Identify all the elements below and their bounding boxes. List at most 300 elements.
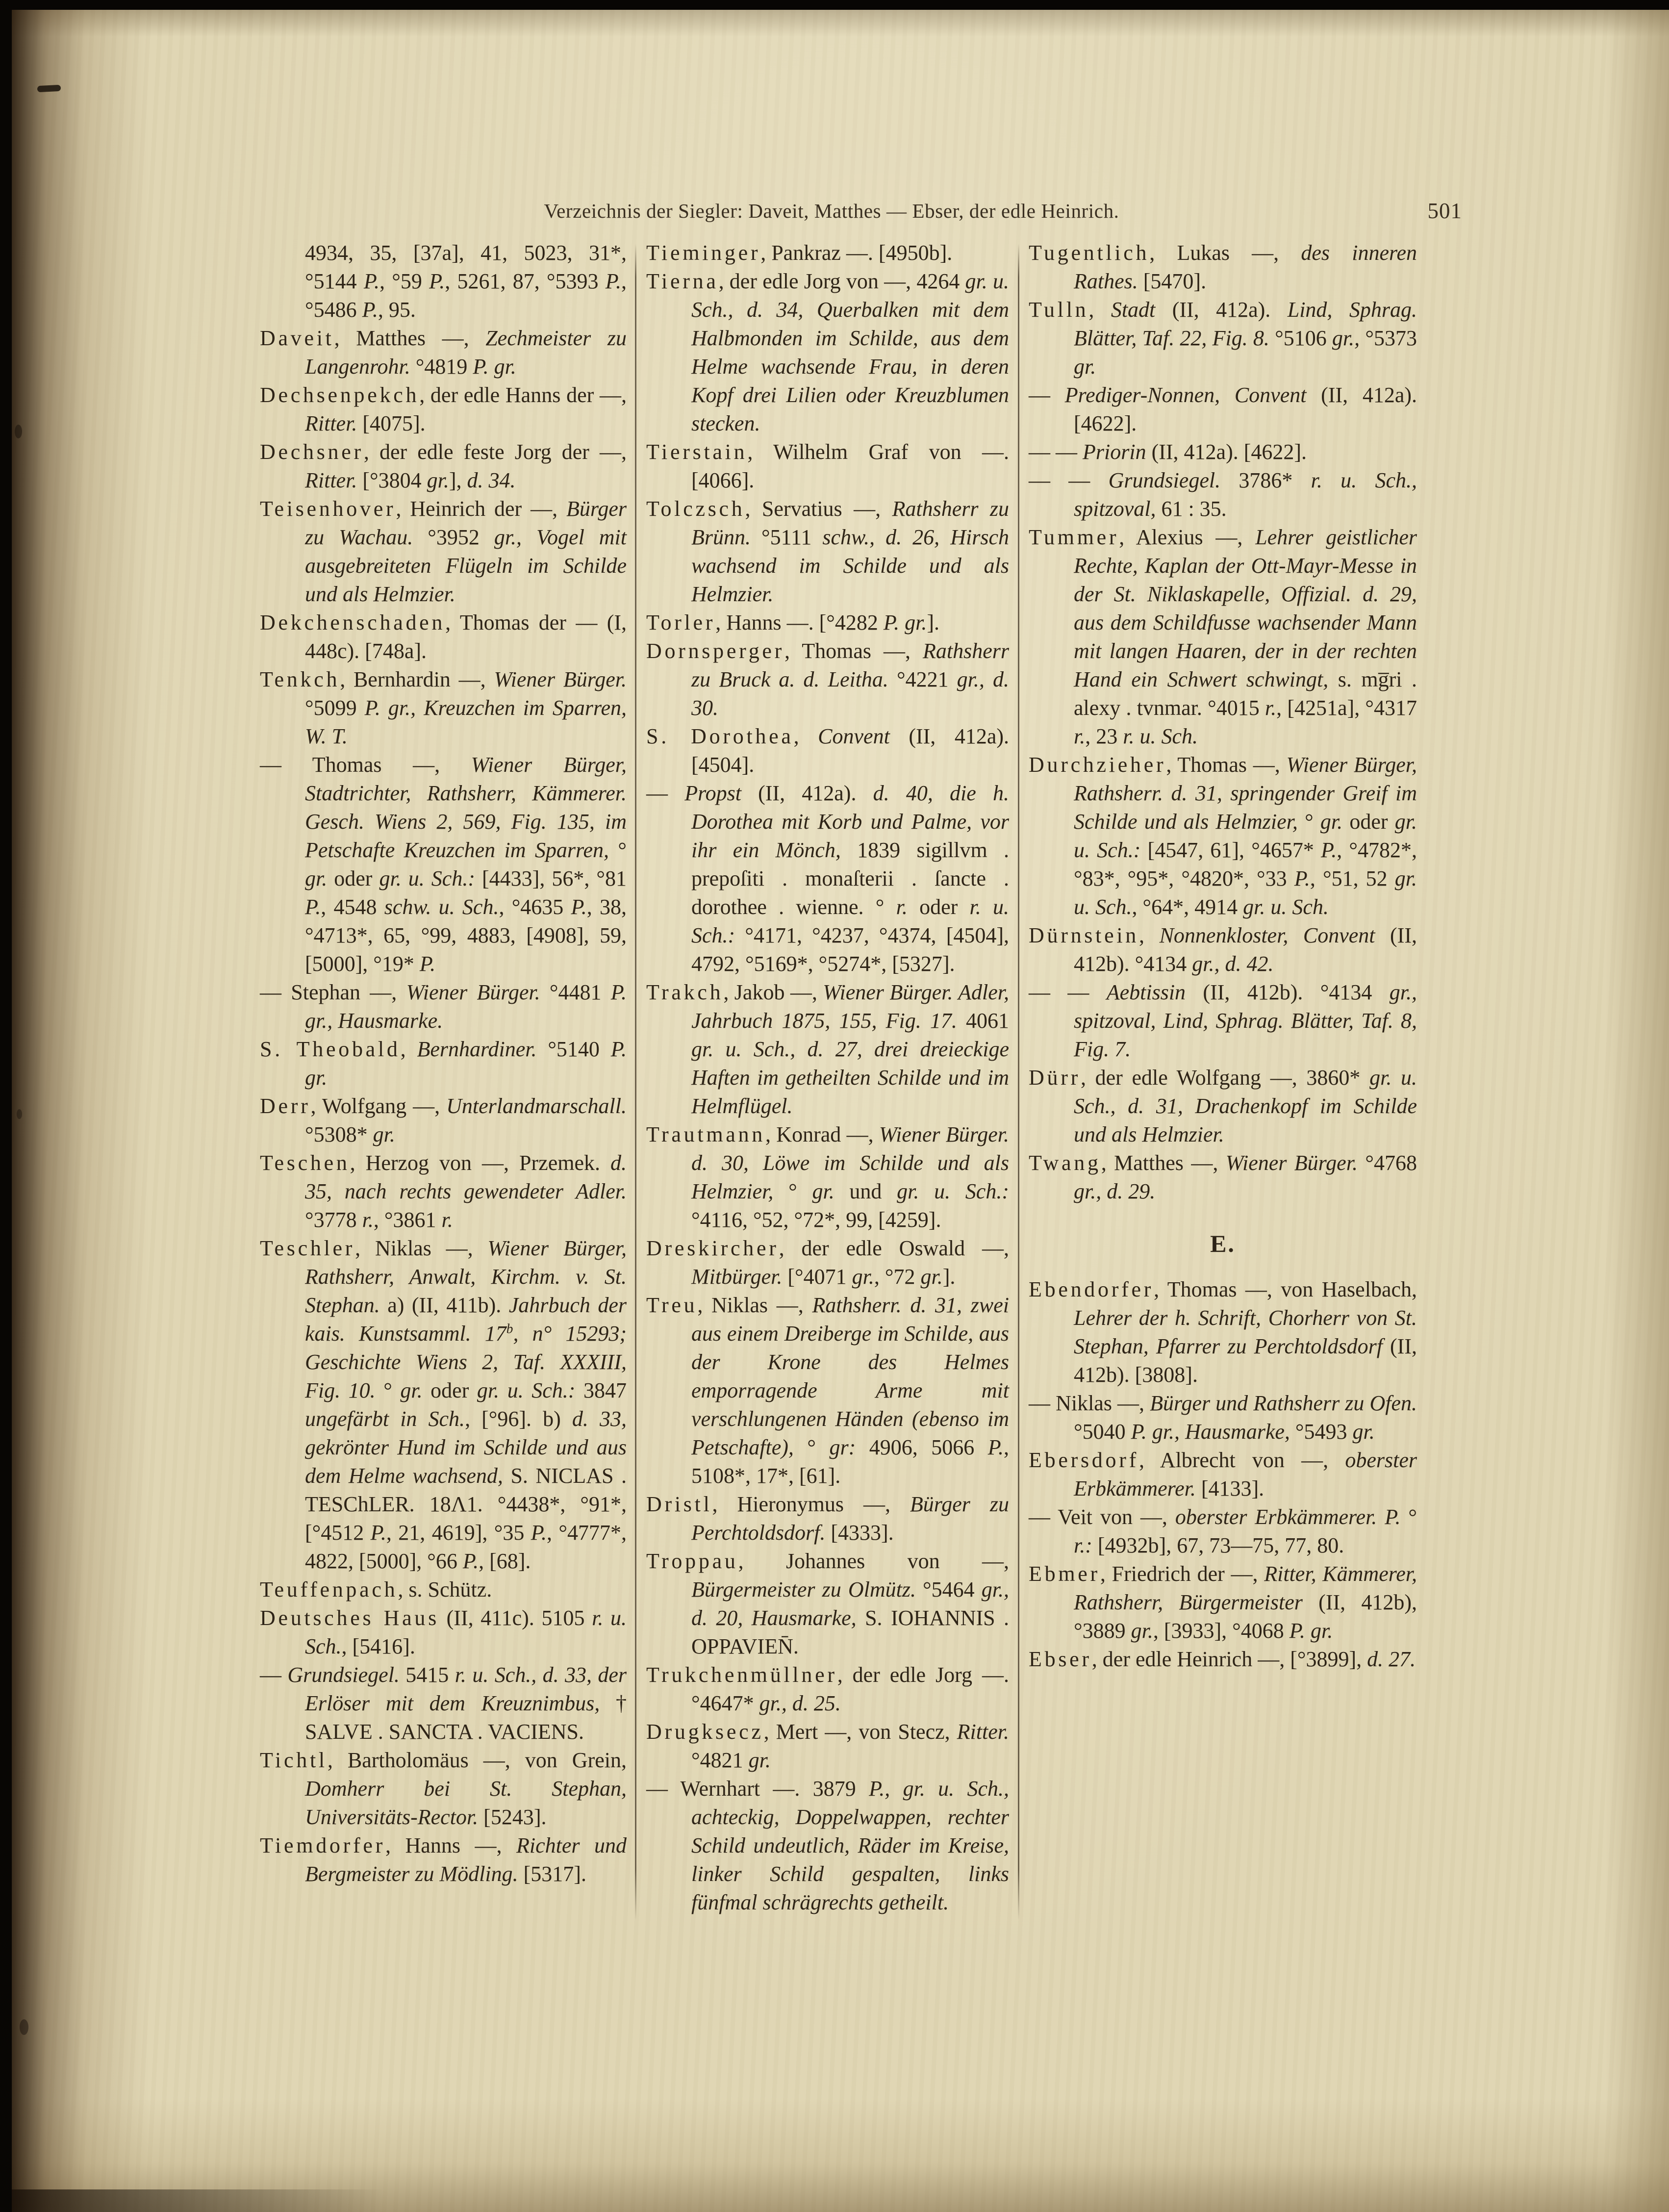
entry-text: , s. Schütz.	[398, 1577, 492, 1602]
index-entry	[1029, 296, 1417, 381]
entry-text: S. IOHANNIS . OPPAVIEN̄.	[691, 1606, 1010, 1658]
index-entry	[260, 1746, 627, 1831]
entry-text: gr.	[427, 468, 449, 492]
entry-text: ].	[927, 610, 939, 635]
entry-text: °4821	[691, 1748, 749, 1772]
index-entry	[646, 438, 1009, 495]
entry-text: 4061	[957, 1009, 1009, 1033]
entry-headword: Teuffenpach	[260, 1577, 398, 1602]
entry-text: °	[609, 838, 627, 862]
entry-text: d. 34.	[467, 468, 516, 492]
entry-text: r.	[896, 895, 908, 919]
entry-text: , °4782*, °83*, °95*, °4820*, °33	[1074, 838, 1417, 890]
entry-text: Rathsherr zu Brünn.	[691, 497, 1009, 549]
entry-headword: Dornsperger	[646, 639, 785, 663]
entry-text: — —	[1029, 468, 1109, 492]
entry-text: 4906, 5066	[856, 1435, 988, 1459]
entry-text: r. u. Sch.:	[691, 895, 1010, 947]
index-entry	[646, 267, 1009, 438]
entry-headword: Tierna	[646, 269, 719, 293]
entry-text: gr.	[373, 1122, 395, 1146]
entry-text: , Lukas —,	[1149, 241, 1301, 265]
entry-text: 4934, 35, [37a], 41, 5023, 31*, °5144	[305, 241, 627, 293]
entry-text: P. gr., Hausmarke,	[1131, 1420, 1290, 1444]
entry-text: (II, 412a).	[1155, 298, 1288, 322]
index-entry	[260, 1149, 627, 1234]
entry-text: oder	[422, 1378, 477, 1402]
entry-text: Lehrer geistlicher Rechte, Kaplan der Ott-Mayr-Messe in der St. Niklaskapelle, Offizial. d. 29, aus dem Schildfusse wachsender Mann mit langen Haaren, der in der rechten Hand ein Schwert schwingt,	[1074, 525, 1417, 691]
entry-headword: Drugksecz	[646, 1720, 764, 1744]
entry-text: Lehrer der h. Schrift, Chorherr von St. Stephan, Pfarrer zu Perchtoldsdorf	[1074, 1306, 1417, 1358]
entry-text: , 21, 4619], °35	[386, 1521, 531, 1545]
entry-text: °4819	[410, 355, 473, 379]
entry-text: , Niklas —,	[355, 1236, 488, 1260]
entry-text: Stadt	[1111, 298, 1156, 322]
entry-text: schw. u. Sch.	[384, 895, 499, 919]
entry-text: Prediger-Nonnen, Convent	[1064, 383, 1307, 407]
index-entry	[646, 239, 1009, 267]
entry-text: , °59	[379, 269, 430, 293]
entry-text: gr.	[1352, 1420, 1375, 1444]
entry-text: d. 40, die h. Dorothea mit Korb und Palme, vor ihr ein Mönch,	[691, 781, 1009, 862]
entry-text: [5470].	[1138, 269, 1207, 293]
index-entry	[260, 1035, 627, 1092]
entry-text: gr. u. Sch., d. 27, drei dreieckige Haften im getheilten Schilde und im Helmflügel.	[691, 1037, 1009, 1118]
entry-text: [5317].	[518, 1862, 586, 1886]
entry-headword: Treu	[646, 1293, 698, 1317]
entry-text: gr.	[812, 1179, 834, 1203]
entry-text: Wiener Bürger, Rathsherr. d. 31, springender Greif im Schilde und als Helmzier,	[1074, 753, 1417, 834]
entry-text: P.	[571, 895, 587, 919]
entry-text: Bürgermeister zu Olmütz.	[691, 1577, 916, 1602]
entry-text: 61 : 35.	[1156, 497, 1227, 521]
entry-text: gr.	[852, 1265, 874, 1289]
entry-text: °5373	[1360, 326, 1417, 350]
entry-headword: Dechsenpekch	[260, 383, 420, 407]
entry-text: [°4071	[782, 1265, 852, 1289]
index-entry	[646, 1775, 1009, 1917]
entry-text: ,	[1139, 923, 1160, 947]
index-entry	[646, 722, 1009, 779]
entry-text: gr.	[1074, 355, 1096, 379]
entry-text: Nonnenkloster, Convent	[1159, 923, 1375, 947]
entry-text: Bürger zu Wachau.	[305, 497, 627, 549]
entry-text: , der edle Jorg von —, 4264	[718, 269, 965, 293]
entry-text: °4768	[1357, 1151, 1417, 1175]
entry-text: Bürger und Rathsherr zu Ofen.	[1150, 1391, 1417, 1415]
entry-text: , [4251a], °4317	[1276, 696, 1417, 720]
entry-text: 5415	[399, 1663, 455, 1687]
index-entry	[260, 381, 627, 438]
entry-text: gr., d. 42.	[1192, 952, 1274, 976]
entry-text: , der edle Wolfgang —, 3860*	[1080, 1066, 1370, 1090]
entry-text: (II, 411c). 5105	[439, 1606, 592, 1630]
entry-text: [5243].	[478, 1805, 547, 1829]
entry-text: P.	[362, 298, 378, 322]
entry-text: °5111	[751, 525, 823, 549]
index-entry	[1029, 921, 1417, 978]
entry-text: r. u. Sch.	[305, 1606, 627, 1658]
entry-text: ,	[400, 1037, 417, 1061]
entry-text: Propst	[684, 781, 741, 805]
entry-text: Wiener Bürger. d. 30, Löwe im Schilde und als Helmzier,	[691, 1122, 1009, 1203]
entry-text: , Herzog von —, Przemek.	[350, 1151, 610, 1175]
entry-text: — —	[1029, 440, 1083, 464]
entry-text: r.:	[1074, 1533, 1092, 1557]
entry-text: , °64*, 4914	[1132, 895, 1243, 919]
entry-text: (II, 412b). °4134	[1074, 923, 1417, 976]
entry-text: °5099	[305, 696, 365, 720]
entry-headword: Tulln	[1029, 298, 1089, 322]
entry-text: gr. u. Sch., d. 31, Drachenkopf im Schilde und als Helmzier.	[1074, 1066, 1417, 1146]
entry-headword: Derr	[260, 1094, 311, 1118]
entry-text: gr.	[748, 1748, 771, 1772]
index-entry	[646, 495, 1009, 609]
entry-text: [4932b], 67, 73—75, 77, 80.	[1092, 1533, 1344, 1557]
entry-text: gr., d. 30.	[691, 667, 1009, 720]
index-entry	[1029, 1503, 1417, 1560]
entry-text: °	[375, 1378, 401, 1402]
index-entry	[646, 609, 1009, 637]
entry-text: , Wolfgang —,	[310, 1094, 447, 1118]
index-entry	[260, 324, 627, 381]
entry-text: Mitbürger.	[691, 1265, 783, 1289]
entry-headword: S. Theobald	[260, 1037, 401, 1061]
entry-headword: Deutsches Haus	[260, 1606, 439, 1630]
entry-text: a) (II, 411b).	[379, 1293, 509, 1317]
entry-text: oberster Erbkämmerer. P.	[1175, 1505, 1401, 1529]
index-entry	[1029, 1275, 1417, 1389]
entry-text: , Thomas —,	[784, 639, 923, 663]
entry-headword: Trakch	[646, 980, 724, 1004]
entry-text: Lind, Sphrag. Blätter, Taf. 22, Fig. 8.	[1074, 298, 1417, 350]
entry-text: P.	[462, 1549, 479, 1573]
entry-text: , Hieronymus —,	[712, 1492, 910, 1516]
entry-text: , 95.	[378, 298, 416, 322]
entry-text: , [°96]. b)	[465, 1407, 572, 1431]
entry-text: Ritter.	[305, 411, 357, 435]
entry-text: P. gr.	[1289, 1619, 1333, 1643]
entry-text: gr. u. Sch., d. 34, Querbalken mit dem Halbmonden im Schilde, aus dem Helme wachsende Frau, in deren Kopf drei Lilien oder Kreuzblumen stecken.	[691, 269, 1009, 435]
entry-text: , Thomas der — (I, 448c). [748a].	[305, 610, 627, 663]
entry-text: °5040	[1074, 1420, 1131, 1444]
index-entry	[260, 978, 627, 1035]
entry-text: °4171, °4237, °4374, [4504], 4792, °5169*, °5274*, [5327].	[691, 923, 1009, 976]
entry-text: °5140	[536, 1037, 611, 1061]
entry-text: 3786*	[1220, 468, 1311, 492]
entry-text: P. gr., Kreuzchen im Sparren, W. T.	[305, 696, 627, 748]
index-entry	[260, 1092, 627, 1149]
entry-text: Unterlandmarschall.	[446, 1094, 627, 1118]
entry-text: gr., d. 20, Hausmarke,	[691, 1577, 1009, 1630]
entry-text: r. u. Sch.	[1123, 724, 1198, 748]
index-entry	[260, 609, 627, 665]
page-number: 501	[1427, 199, 1462, 223]
entry-headword: Dekchenschaden	[260, 610, 446, 635]
entry-text: ungefärbt in Sch.	[305, 1407, 465, 1431]
entry-text: P. gr.	[883, 610, 927, 635]
entry-text: Richter und Bergmeister zu Mödling.	[305, 1833, 627, 1886]
entry-text: gr.	[920, 1265, 943, 1289]
entry-text: gr., d. 29.	[1074, 1179, 1156, 1203]
section-heading: E.	[1210, 1230, 1236, 1257]
entry-headword: Tiemdorfer	[260, 1833, 385, 1857]
entry-text: Bernhardiner.	[417, 1037, 537, 1061]
entry-headword: Dürnstein	[1029, 923, 1139, 947]
entry-text: ].	[942, 1265, 956, 1289]
entry-text: P. gr., Hausmarke.	[305, 980, 627, 1033]
entry-text: , Matthes —,	[1101, 1151, 1226, 1175]
index-column-1	[260, 239, 627, 1888]
entry-text: r. u. Sch., spitzoval,	[1074, 468, 1417, 521]
entry-text: (II, 412a). [4622].	[1074, 383, 1417, 435]
column-divider-2	[1018, 244, 1019, 1920]
entry-text: schw., d. 26, Hirsch wachsend im Schilde und als Helmzier.	[691, 525, 1009, 606]
entry-text: P.	[363, 269, 380, 293]
index-entry	[260, 1831, 627, 1888]
entry-text: , °72	[874, 1265, 921, 1289]
entry-text: Priorin	[1083, 440, 1146, 464]
entry-text: d. 35, nach rechts gewendeter Adler.	[305, 1151, 627, 1203]
entry-text: , 4548	[321, 895, 384, 919]
entry-text: gr.,	[1332, 326, 1360, 350]
index-entry	[260, 1604, 627, 1661]
entry-text: °3778	[305, 1208, 362, 1232]
entry-text: Ritter.	[305, 468, 357, 492]
entry-text: °4116, °52, °72*, 99, [4259].	[691, 1208, 941, 1232]
index-entry	[646, 1291, 1009, 1490]
entry-text: P.	[531, 1521, 547, 1545]
entry-text: , Pankraz —. [4950b].	[760, 241, 953, 265]
index-entry	[260, 1234, 627, 1576]
entry-text: Wiener Bürger, Rathsherr, Anwalt, Kirchm. v. St. Stephan.	[305, 1236, 627, 1317]
index-column-3	[1029, 239, 1417, 1674]
index-entry	[646, 637, 1009, 722]
entry-text: , 23	[1085, 724, 1123, 748]
entry-headword: Tierstain	[646, 440, 748, 464]
entry-text: oder	[1342, 810, 1395, 834]
entry-text: r.	[441, 1208, 453, 1232]
entry-text: gr.	[1320, 810, 1343, 834]
index-entry	[646, 1547, 1009, 1661]
entry-headword: Trautmann	[646, 1122, 765, 1146]
entry-text: P.	[987, 1435, 1004, 1459]
entry-headword: Tieminger	[646, 241, 761, 265]
entry-text: °4481	[540, 980, 611, 1004]
index-entry	[260, 438, 627, 495]
entry-text: und	[834, 1179, 897, 1203]
index-entry	[1029, 381, 1417, 438]
entry-text: (II, 412a).	[741, 781, 873, 805]
entry-text: (II, 412a). [4504].	[691, 724, 1010, 777]
entry-text: Wiener Bürger. Adler, Jahrbuch 1875, 155, Fig. 17.	[691, 980, 1009, 1033]
entry-text: , Hanns —,	[385, 1833, 516, 1857]
entry-headword: Teschler	[260, 1236, 355, 1260]
entry-text: ,	[1088, 298, 1111, 322]
entry-text: ],	[449, 468, 467, 492]
entry-headword: Teisenhover	[260, 497, 396, 521]
entry-headword: Ebser	[1029, 1647, 1092, 1671]
entry-text: , Konrad —,	[765, 1122, 879, 1146]
entry-text: , [3933], °4068	[1153, 1619, 1290, 1643]
entry-text: , der edle Jorg —. °4647*	[691, 1663, 1009, 1715]
entry-text: ,	[793, 724, 818, 748]
entry-text: Domherr bei St. Stephan, Universitäts-Rector.	[305, 1777, 627, 1829]
entry-text: , °5486	[305, 269, 627, 322]
entry-text: — Veit von —,	[1029, 1505, 1175, 1529]
index-entry	[260, 1661, 627, 1746]
index-entry	[646, 978, 1009, 1120]
entry-text: r.	[1074, 724, 1086, 748]
entry-headword: Durchzieher	[1029, 753, 1166, 777]
entry-text: gr., Vogel mit ausgebreiteten Flügeln im Schilde und als Helmzier.	[305, 525, 627, 606]
entry-text: gr. u. Sch.:	[379, 866, 475, 890]
entry-text: P.	[370, 1521, 386, 1545]
entry-text: °5493	[1290, 1420, 1353, 1444]
entry-text: °5308*	[305, 1122, 373, 1146]
entry-text: Rathsherr zu Bruck a. d. Leitha.	[691, 639, 1009, 691]
ink-smudge	[15, 425, 22, 438]
entry-text: Grundsiegel.	[1108, 468, 1221, 492]
entry-headword: Tugentlich	[1029, 241, 1150, 265]
entry-text: — Stephan —,	[260, 980, 406, 1004]
ink-smudge	[20, 2019, 28, 2035]
index-entry	[1029, 466, 1417, 523]
column-divider-1	[635, 244, 636, 1920]
entry-text: oder	[907, 895, 970, 919]
entry-text: oder	[327, 866, 379, 890]
entry-text: gr. u. Sch.	[1243, 895, 1329, 919]
entry-text: °5106	[1269, 326, 1332, 350]
index-entry	[260, 751, 627, 978]
entry-text: , Jakob —,	[723, 980, 823, 1004]
index-entry	[260, 495, 627, 609]
entry-text: , °4777*, 4822, [5000], °66	[305, 1521, 627, 1573]
entry-text: d. 27.	[1367, 1647, 1416, 1671]
entry-text: Ritter, Kämmerer, Rathsherr, Bürgermeister	[1074, 1562, 1417, 1614]
entry-text: Wiener Bürger.	[1225, 1151, 1358, 1175]
entry-text: , Friedrich der —,	[1100, 1562, 1264, 1586]
index-entry	[646, 1718, 1009, 1775]
entry-text: — Thomas —,	[260, 753, 471, 777]
entry-text: °	[1297, 810, 1320, 834]
entry-text: Wiener Bürger, Stadtrichter, Rathsherr, Kämmerer. Gesch. Wiens 2, 569, Fig. 135, im Petschafte Kreuzchen im Sparren,	[305, 753, 627, 862]
index-entry	[646, 779, 1009, 978]
entry-text: , Matthes —,	[334, 326, 486, 350]
entry-headword: Troppau	[646, 1549, 738, 1573]
entry-text: s. mg̅ri . alexy . tvnmar. °4015	[1074, 667, 1417, 720]
index-entry	[1029, 1149, 1417, 1206]
index-entry	[1029, 1560, 1417, 1645]
entry-text: °	[773, 1179, 812, 1203]
index-entry	[1029, 751, 1417, 921]
entry-text: [4547, 61], °4657*	[1140, 838, 1321, 862]
index-entry	[1029, 1064, 1417, 1149]
entry-text: r. u. Sch., d. 33, der Erlöser mit dem Kreuznimbus,	[305, 1663, 627, 1715]
entry-text: , n° 15293; Geschichte Wiens 2, Taf. XXXIII, Fig. 10.	[305, 1322, 627, 1402]
entry-text: , Thomas —, von Haselbach,	[1154, 1277, 1417, 1301]
entry-text: Jahrbuch der kais. Kunstsamml. 17	[305, 1293, 627, 1346]
entry-headword: Dristl	[646, 1492, 712, 1516]
entry-text: — Niklas —,	[1029, 1391, 1150, 1415]
entry-headword: Ebmer	[1029, 1562, 1100, 1586]
running-head: Verzeichnis der Siegler: Daveit, Matthes — Ebser, der edle Heinrich.	[544, 200, 1119, 222]
entry-text: , Heinrich der —,	[396, 497, 566, 521]
entry-text: , 5108*, 17*, [61].	[691, 1435, 1009, 1488]
entry-headword: Twang	[1029, 1151, 1101, 1175]
entry-text: Zechmeister zu Langenrohr.	[305, 326, 627, 379]
entry-text: , Johannes von —,	[738, 1549, 1009, 1573]
entry-text: 3847	[575, 1378, 627, 1402]
entry-text: oberster Erbkämmerer.	[1074, 1448, 1417, 1500]
entry-text: , Servatius —,	[745, 497, 892, 521]
entry-headword: Tummer	[1029, 525, 1119, 549]
entry-headword: S. Dorothea	[646, 724, 794, 748]
entry-text: Convent	[818, 724, 890, 748]
entry-text: des inneren Rathes.	[1074, 241, 1417, 293]
entry-text: 1839 sigillvm . prepoſiti . monaſterii . ſancte . dorothee . wienne. °	[691, 838, 1009, 919]
entry-text: , °51, 52	[1310, 866, 1395, 890]
entry-text: , Wilhelm Graf von —. [4066].	[691, 440, 1009, 492]
entry-text: , Thomas —,	[1166, 753, 1287, 777]
entry-text: [4433], 56*, °81	[475, 866, 627, 890]
page-header	[260, 199, 1462, 229]
entry-text: — Wernhart —. 3879	[646, 1777, 869, 1801]
entry-text: r.	[362, 1208, 374, 1232]
index-entry	[1029, 1645, 1417, 1674]
entry-text: gr. u. Sch.:	[897, 1179, 1009, 1203]
entry-text: [4133].	[1195, 1476, 1264, 1500]
index-entry	[1029, 239, 1417, 296]
entry-text: , [68].	[479, 1549, 531, 1573]
entry-text: [4075].	[357, 411, 426, 435]
index-entry	[260, 1576, 627, 1604]
ink-smudge	[17, 1109, 22, 1119]
entry-text: , °3861	[373, 1208, 442, 1232]
entry-headword: Dürr	[1029, 1066, 1081, 1090]
index-entry	[1029, 1446, 1417, 1503]
entry-text: gr.	[1131, 1619, 1153, 1643]
binding-shadow	[12, 2189, 384, 2212]
entry-text: gr.	[400, 1378, 423, 1402]
entry-text: , Bartholomäus —, von Grein,	[327, 1748, 627, 1772]
entry-text: Bürger zu Perchtoldsdorf.	[691, 1492, 1009, 1545]
entry-text: d. 33, gekrönter Hund im Schilde und aus dem Helme wachsend,	[305, 1407, 627, 1488]
entry-headword: Tichtl	[260, 1748, 328, 1772]
entry-text: [4333].	[825, 1521, 894, 1545]
entry-text: P.	[605, 269, 621, 293]
entry-text: , der edle Hanns der —,	[419, 383, 627, 407]
index-entry	[1029, 978, 1417, 1064]
entry-text: , Bernhardin —,	[340, 667, 494, 691]
entry-text: r.	[1264, 696, 1277, 720]
entry-text: [°3804	[357, 468, 427, 492]
index-entry	[646, 1490, 1009, 1547]
entry-text: °3952	[413, 525, 494, 549]
entry-text: P. gr.	[305, 1037, 627, 1090]
entry-text: , der edle feste Jorg der —,	[363, 440, 627, 464]
entry-text: —	[1029, 383, 1065, 407]
entry-text: Aebtissin	[1106, 980, 1186, 1004]
entry-text: P. gr.	[473, 355, 516, 379]
entry-text: gr., spitzoval, Lind, Sphrag. Blätter, Taf. 8, Fig. 7.	[1074, 980, 1417, 1061]
entry-text: , °4635	[499, 895, 571, 919]
entry-text: — —	[1029, 980, 1107, 1004]
entry-text: P., gr. u. Sch., achteckig, Doppelwappen, rechter Schild undeutlich, Räder im Kreise, linker Schild gespalten, links fünfmal schrägrechts getheilt.	[691, 1777, 1009, 1914]
entry-headword: Torler	[646, 610, 716, 635]
entry-text: , [5416].	[341, 1634, 415, 1658]
entry-text: , der edle Heinrich —, [°3899],	[1091, 1647, 1367, 1671]
